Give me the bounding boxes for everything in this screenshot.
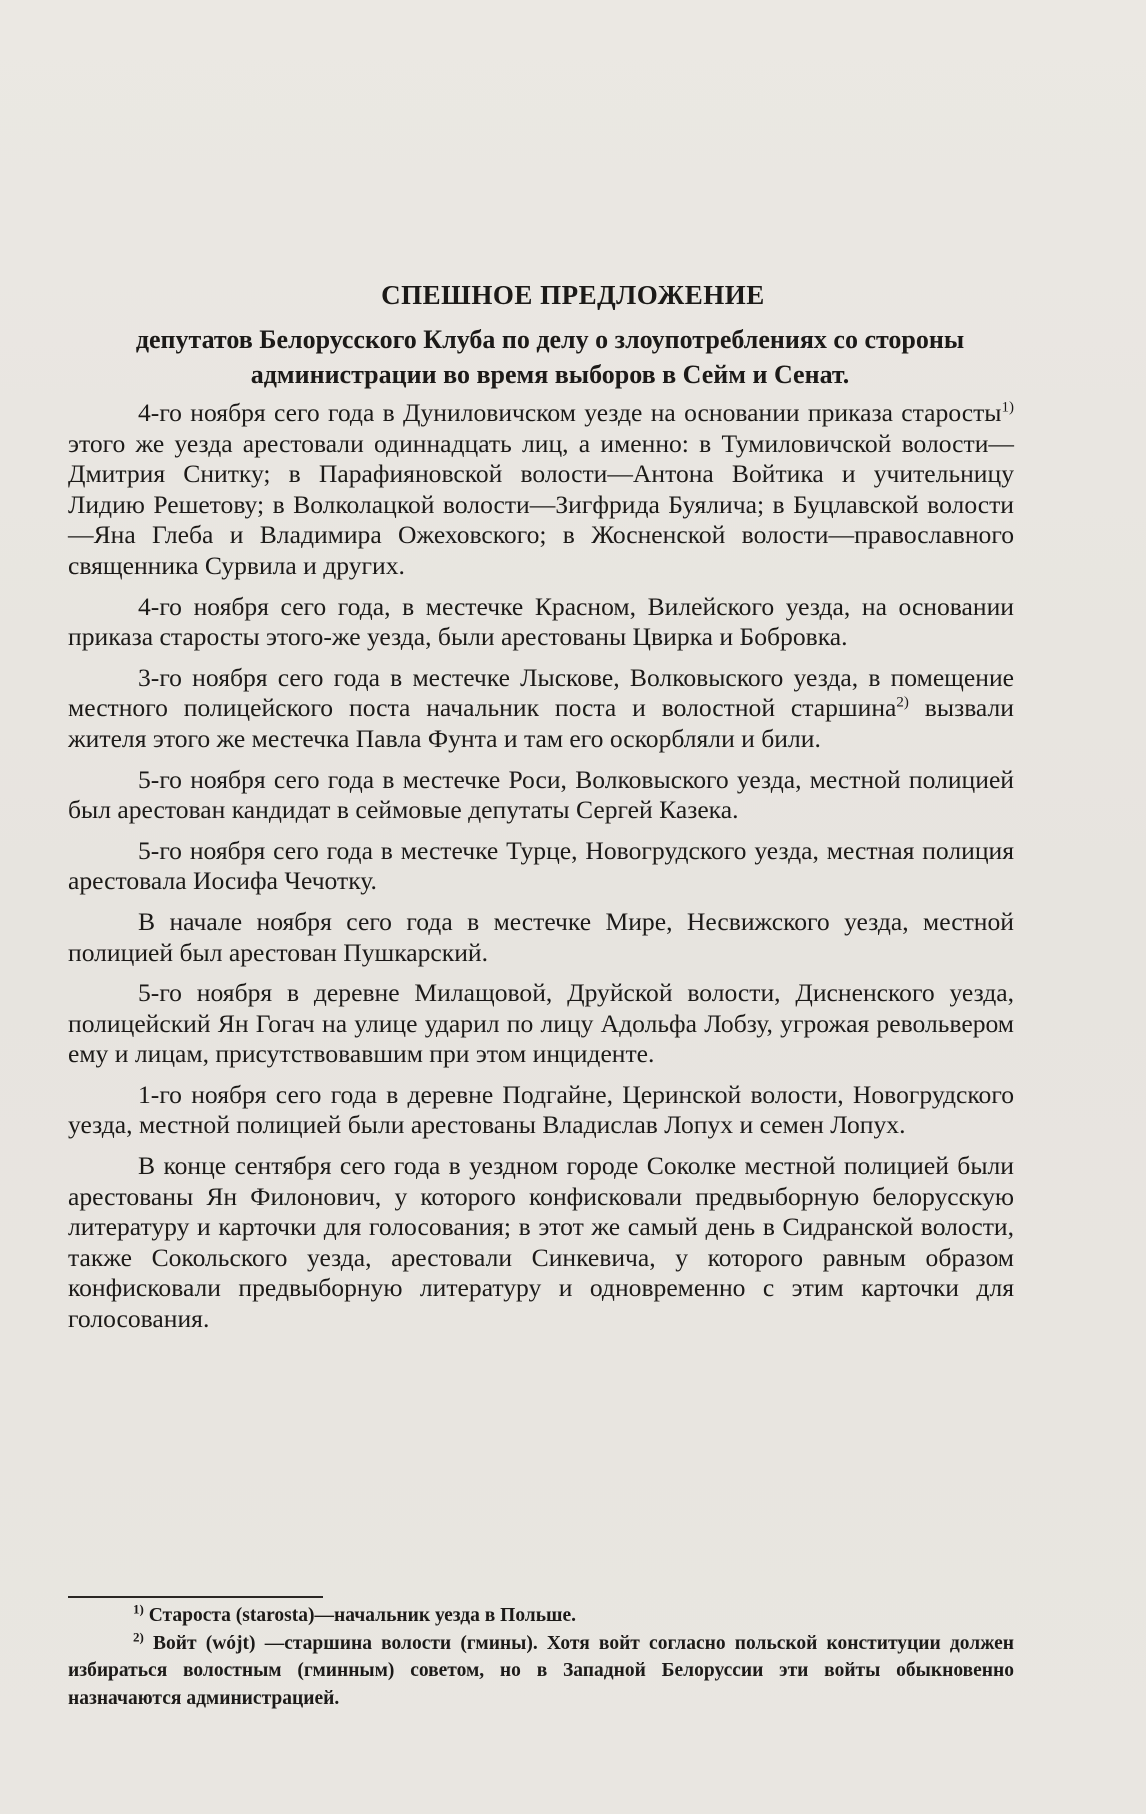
footnote-ref-2[interactable]: 2)	[896, 694, 909, 711]
paragraph-4: 5-го ноября сего года в местечке Роси, Волковыского уезда, местной полицией был арестован кандидат в сеймовые депутаты Сергей Казека.	[68, 764, 1014, 825]
paragraph-5: 5-го ноября сего года в местечке Турце, Новогрудского уезда, местная полиция арестовала Иосифа Чечотку.	[68, 835, 1014, 896]
paragraph-1: 4-го ноября сего года в Дуниловичском уезде на основании приказа старосты$^{1)}$ этого же уезда арестовали одиннадцать лиц, а именно: в Тумиловичской волости—Дмитрия Снитку; в Парафияновской волости—Антона Войтика и учительницу Лидию Решетову; в Волколацкой волости—Зигфрида Буялича; в Буцлавской волости—Яна Глеба и Владимира Ожеховского; в Жосненской волости—православного священника Сурвила и других.	[68, 398, 1014, 580]
paragraph-6: В начале ноября сего года в местечке Мире, Несвижского уезда, местной полицией был арестован Пушкарский.	[68, 906, 1014, 967]
footnote-ref-1[interactable]: 1)	[1001, 399, 1014, 416]
footnote-2: $^{2)}$ Войт (wójt) —старшина волости (гмины). Хотя войт согласно польской конституции должен избираться волостным (гминным) советом, но в Западной Белоруссии эти войты обыкновенно назначаются администрацией.	[68, 1629, 1014, 1709]
footnote-divider	[68, 1596, 323, 1598]
document-subtitle: депутатов Белорусского Клуба по делу о злоупотреблениях со стороны администрации во время выборов в Сейм и Сенат.	[135, 325, 965, 389]
footnote-mark-2: 2)	[133, 1629, 144, 1644]
paragraph-8: 1-го ноября сего года в деревне Подгайне, Церинской волости, Новогрудского уезда, местной полицией были арестованы Владислав Лопух и семен Лопух.	[68, 1079, 1014, 1140]
paragraph-9: В конце сентября сего года в уездном городе Соколке местной полицией были арестованы Ян Филонович, у которого конфисковали предвыборную белорусскую литературу и карточки для голосования; в этот же самый день в Сидранской волости, также Сокольского уезда, арестовали Синкевича, у которого равным образом конфисковали предвыборную литературу и одновременно с этим карточки для голосования.	[68, 1151, 1014, 1334]
footnote-1: $^{1)}$ Староста (starosta)—начальник уезда в Польше.	[133, 1601, 577, 1626]
paragraph-2: 4-го ноября сего года, в местечке Красном, Вилейского уезда, на основании приказа старосты этого-же уезда, были арестованы Цвирка и Бобровка.	[68, 591, 1014, 652]
document-body	[68, 398, 1014, 1345]
paragraph-3: 3-го ноября сего года в местечке Лыскове, Волковыского уезда, в помещение местного полицейского поста начальник поста и волостной старшина$^{2)}$ вызвали жителя этого же местечка Павла Фунта и там его оскорбляли и били.	[68, 662, 1014, 753]
footnote-mark-1: 1)	[133, 1601, 144, 1617]
paragraph-7: 5-го ноября в деревне Милащовой, Друйской волости, Дисненского уезда, полицейский Ян Гогач на улице ударил по лицу Адольфа Лобзу, угрожая револьвером ему и лицам, присутствовавшим при этом инциденте.	[68, 978, 1014, 1069]
document-title: СПЕШНОЕ ПРЕДЛОЖЕНИЕ	[381, 280, 765, 310]
footnotes	[68, 1602, 1014, 1712]
